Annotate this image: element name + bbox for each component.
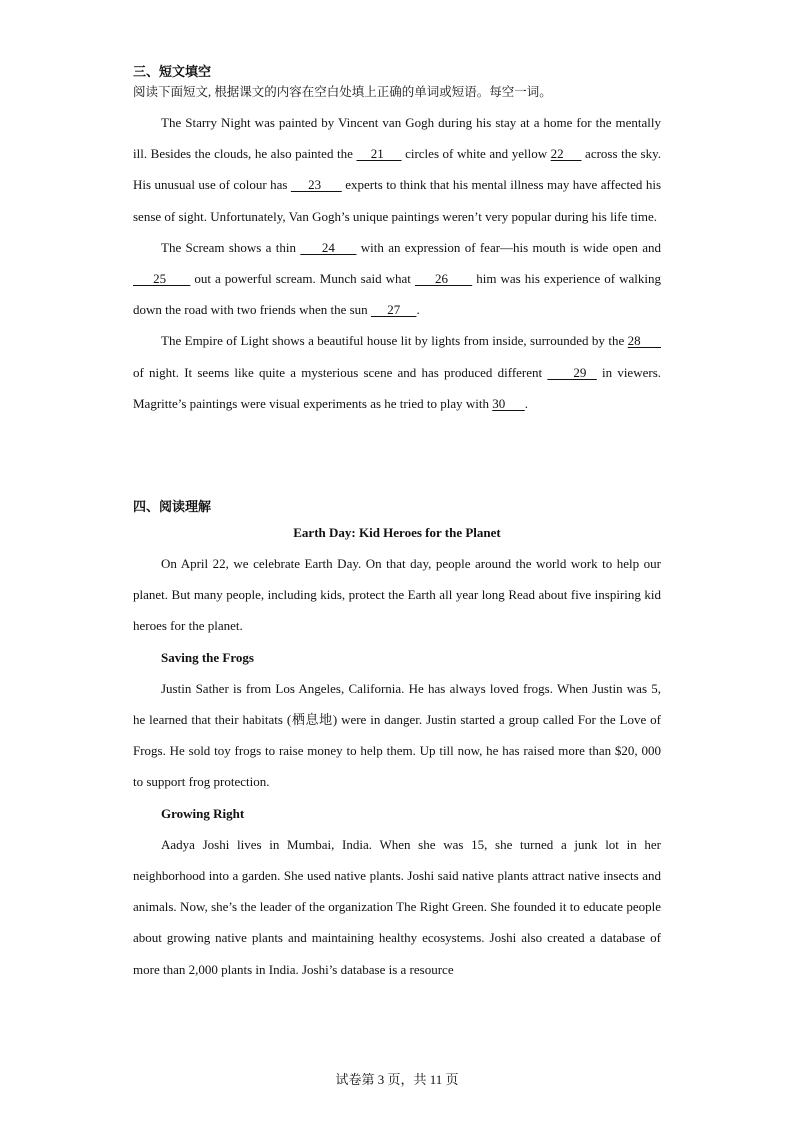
blank-26: 26 xyxy=(414,271,473,287)
blank-30: 30 xyxy=(492,395,525,411)
blank-21: 21 xyxy=(356,146,402,162)
blank-29: 29 xyxy=(547,364,597,380)
cloze-paragraph-1: The Starry Night was painted by Vincent van Gogh during his stay at a home for the mentally ill. Besides the clouds, he also painted the 21 circles of white and yellow 22 across the sky. His unusual use of colour has 23 experts to think that his mental illness may have affected his sense of sight. Unfortunately, Van Gogh’s unique paintings weren’t very popular during his life time. xyxy=(133,115,662,224)
article-paragraph-frogs: Justin Sather is from Los Angeles, California. He has always loved frogs. When Justin was 5, he learned that their habitats (栖息地) were in danger. Justin started a group called For the Love of Frogs. He sold toy frogs to raise money to help them. Up till now, he has raised more than $20, 000 to support frog protection. xyxy=(133,680,661,790)
subheading-saving-frogs: Saving the Frogs xyxy=(161,649,254,665)
blank-23: 23 xyxy=(290,177,342,193)
section-heading-reading: 四、阅读理解 xyxy=(133,499,212,515)
blank-24: 24 xyxy=(300,239,357,255)
article-paragraph-growing: Aadya Joshi lives in Mumbai, India. When she was 15, she turned a junk lot in her neighborhood into a garden. She used native plants. Joshi said native plants attract native insects and animals. Now, she’s the leader of the organization The Right Green. She founded it to educate people about growing native plants and maintaining healthy ecosystems. Joshi also created a database of more than 2,000 plants in India. Joshi’s database is a resource xyxy=(133,836,661,977)
cloze-paragraph-2: The Scream shows a thin 24 with an expression of fear—his mouth is wide open and 25 out a powerful scream. Munch said what 26 him was his experience of walking down the road with two friends when the sun 27 . xyxy=(133,239,661,318)
page-footer: 试卷第 3 页，共 11 页 xyxy=(335,1072,459,1087)
blank-27: 27 xyxy=(370,302,417,318)
blank-25: 25 xyxy=(133,271,191,287)
cloze-instruction: 阅读下面短文, 根据课文的内容在空白处填上正确的单词或短语。每空一词。 xyxy=(133,85,552,99)
article-intro: On April 22, we celebrate Earth Day. On that day, people around the world work to help our planet. But many people, including kids, protect the Earth all year long Read about five inspiring kid heroes for the planet. xyxy=(133,556,661,634)
article-title: Earth Day: Kid Heroes for the Planet xyxy=(293,525,501,541)
subheading-growing-right: Growing Right xyxy=(161,805,245,821)
page-content xyxy=(133,62,661,985)
blank-22: 22 xyxy=(550,146,582,162)
section-heading-cloze: 三、短文填空 xyxy=(133,64,212,79)
section-spacer xyxy=(133,419,661,497)
cloze-paragraph-3: The Empire of Light shows a beautiful house lit by lights from inside, surrounded by the 28 of night. It seems like quite a mysterious scene and has produced different 29 in viewers. Magritte’s paintings were visual experiments as he tried to play with 30 . xyxy=(133,333,662,411)
blank-28: 28 xyxy=(627,333,662,349)
